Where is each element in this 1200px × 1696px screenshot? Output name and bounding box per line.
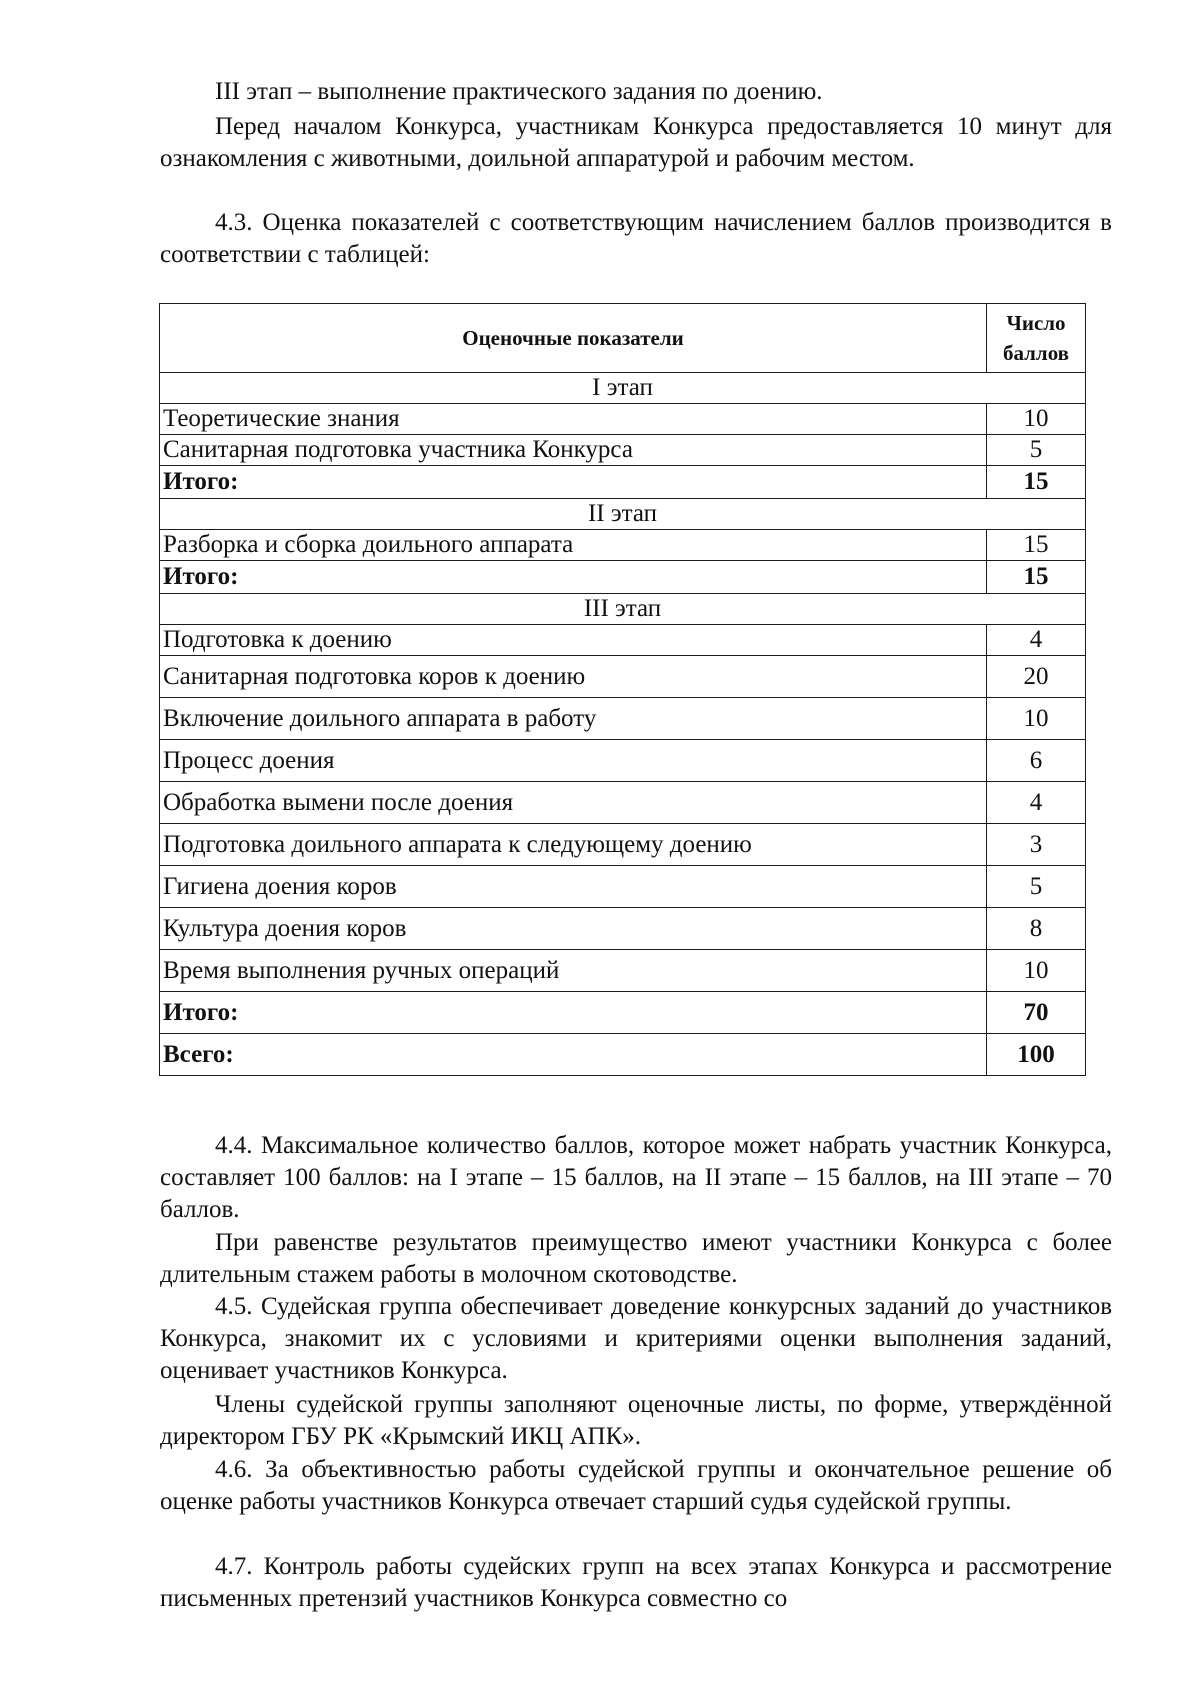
indicator-points: 5 [987,435,1086,466]
table-row [160,656,1086,698]
stage-title-row [160,373,1086,404]
table-header-row [160,304,1086,373]
indicator-label: Подготовка доильного аппарата к следующему доению [160,824,987,866]
indicator-points: 20 [987,656,1086,698]
paragraph-4-3: 4.3. Оценка показателей с соответствующим начислением баллов производится в соответствии с таблицей: [160,209,1112,268]
table-row [160,782,1086,824]
stage-title-row [160,499,1086,530]
subtotal-row [160,992,1086,1034]
indicator-points: 5 [987,866,1086,908]
indicator-label: Время выполнения ручных операций [160,950,987,992]
stage-title-row [160,594,1086,625]
indicator-label: Санитарная подготовка участника Конкурса [160,435,987,466]
paragraph-4-4: 4.4. Максимальное количество баллов, которое может набрать участник Конкурса, составляет 100 баллов: на I этапе – 15 баллов, на II этапе – 15 баллов, на III этапе – 70 баллов. [160,1132,1112,1223]
indicator-points: 4 [987,625,1086,656]
subtotal-row [160,466,1086,499]
table-row [160,740,1086,782]
paragraph-4-6: 4.6. За объективностью работы судейской группы и окончательное решение об оценке работы участников Конкурса отвечает старший судья судейской группы. [160,1456,1112,1515]
indicator-label: Обработка вымени после доения [160,782,987,824]
paragraph-preparation-time: Перед началом Конкурса, участникам Конкурса предоставляется 10 минут для ознакомления с животными, доильной аппаратурой и рабочим местом. [160,113,1112,172]
indicator-label: Гигиена доения коров [160,866,987,908]
indicator-label: Санитарная подготовка коров к доению [160,656,987,698]
paragraph-4-5: 4.5. Судейская группа обеспечивает доведение конкурсных заданий до участников Конкурса, знакомит их с условиями и критериями оценки выполнения заданий, оценивает участников Конкурса. [160,1293,1112,1384]
indicator-points: 4 [987,782,1086,824]
table-row [160,625,1086,656]
scoring-table [159,303,1086,1076]
indicator-points: 3 [987,824,1086,866]
subtotal-row [160,561,1086,594]
table-row [160,698,1086,740]
paragraph-stage3-intro: III этап – выполнение практического задания по доению. [215,78,823,105]
header-indicators: Оценочные показатели [160,304,987,373]
indicator-label: Теоретические знания [160,404,987,435]
indicator-points: 10 [987,404,1086,435]
stage-title: I этап [160,373,1086,404]
indicator-label: Культура доения коров [160,908,987,950]
indicator-points: 8 [987,908,1086,950]
indicator-points: 10 [987,698,1086,740]
grand-total-label: Всего: [160,1034,987,1076]
table-row [160,866,1086,908]
table-row [160,908,1086,950]
grand-total-row [160,1034,1086,1076]
indicator-label: Включение доильного аппарата в работу [160,698,987,740]
grand-total-points: 100 [987,1034,1086,1076]
header-points: Число баллов [987,304,1086,373]
subtotal-points: 15 [987,466,1086,499]
table-row [160,404,1086,435]
subtotal-label: Итого: [160,992,987,1034]
subtotal-label: Итого: [160,466,987,499]
indicator-points: 6 [987,740,1086,782]
stage-title: III этап [160,594,1086,625]
table-row [160,530,1086,561]
indicator-points: 15 [987,530,1086,561]
paragraph-4-7: 4.7. Контроль работы судейских групп на всех этапах Конкурса и рассмотрение письменных претензий участников Конкурса совместно со [160,1553,1112,1612]
indicator-label: Процесс доения [160,740,987,782]
subtotal-points: 70 [987,992,1086,1034]
stage-title: II этап [160,499,1086,530]
table-row [160,435,1086,466]
paragraph-tie-rule: При равенстве результатов преимущество имеют участники Конкурса с более длительным стажем работы в молочном скотоводстве. [160,1229,1112,1288]
subtotal-points: 15 [987,561,1086,594]
indicator-label: Подготовка к доению [160,625,987,656]
indicator-label: Разборка и сборка доильного аппарата [160,530,987,561]
paragraph-judges-forms: Члены судейской группы заполняют оценочные листы, по форме, утверждённой директором ГБУ РК «Крымский ИКЦ АПК». [160,1391,1112,1450]
table-row [160,950,1086,992]
table-row [160,824,1086,866]
indicator-points: 10 [987,950,1086,992]
subtotal-label: Итого: [160,561,987,594]
